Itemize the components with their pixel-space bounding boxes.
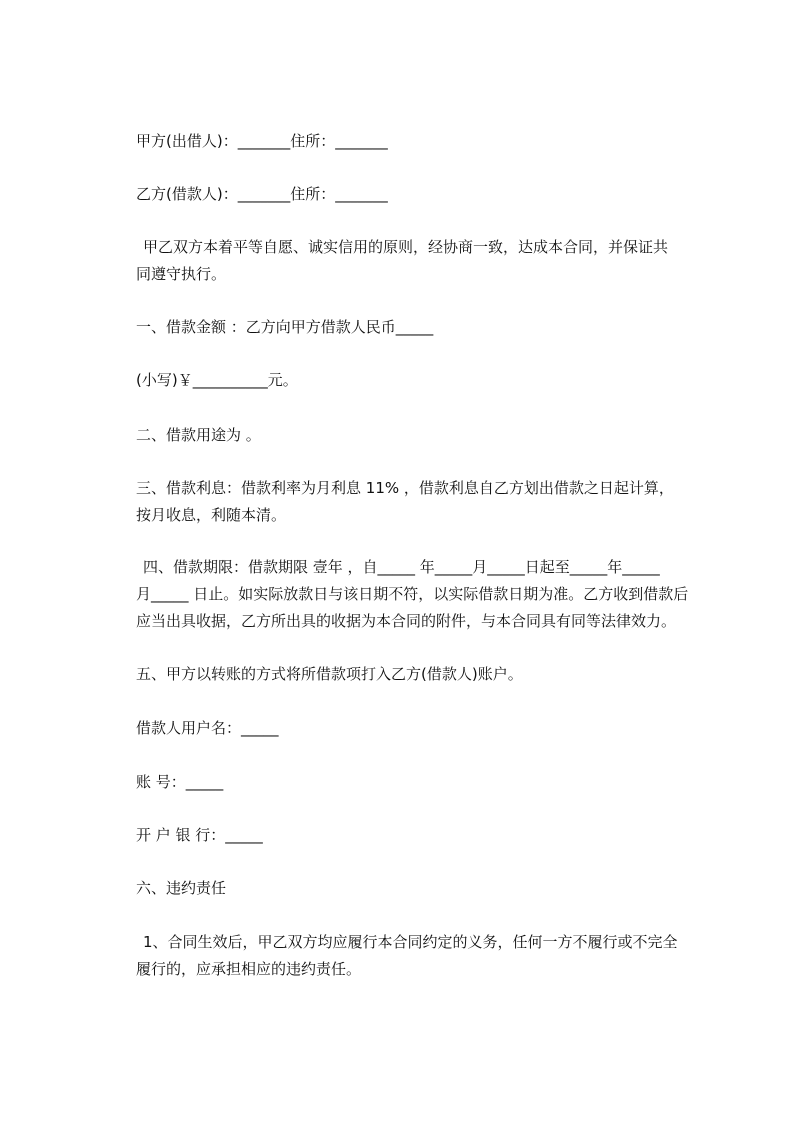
borrower-line: 乙方(借款人)：_______住所：_______: [136, 185, 388, 203]
liability-heading: 六、违约责任: [136, 879, 227, 897]
term-clause-line-3: 应当出具收据，乙方所出具的收据为本合同的附件，与本合同具有同等法律效力。: [136, 612, 677, 630]
loan-amount-figures: (小写)￥__________元。: [136, 371, 298, 389]
lender-line: 甲方(出借人)：_______住所：_______: [136, 132, 388, 150]
loan-amount-clause: 一、借款金额 ：乙方向甲方借款人民币_____: [136, 318, 434, 336]
liability-clause-line-2: 履行的，应承担相应的违约责任。: [136, 960, 362, 978]
loan-purpose-clause: 二、借款用途为 。: [136, 426, 261, 444]
term-clause-line-2: 月_____ 日止。如实际放款日与该日期不符，以实际借款日期为准。乙方收到借款后: [136, 585, 689, 603]
account-name-field: 借款人用户名：_____: [136, 719, 279, 737]
liability-clause-line-1: 1、合同生效后，甲乙双方均应履行本合同约定的义务，任何一方不履行或不完全: [143, 933, 678, 951]
term-clause-line-1: 四、借款期限：借款期限 壹年 ，自_____ 年_____月_____日起至_____年_____: [143, 558, 660, 576]
account-number-field: 账 号：_____: [136, 773, 224, 791]
interest-clause-line-1: 三、借款利息：借款利率为月利息 11% ，借款利息自乙方划出借款之日起计算，: [136, 479, 674, 497]
bank-field: 开 户 银 行：_____: [136, 826, 263, 844]
interest-clause-line-2: 按月收息，利随本清。: [136, 506, 287, 524]
transfer-clause: 五、甲方以转账的方式将所借款项打入乙方(借款人)账户。: [136, 665, 523, 683]
preamble-line-1: 甲乙双方本着平等自愿、诚实信用的原则，经协商一致，达成本合同，并保证共: [143, 238, 669, 256]
preamble-line-2: 同遵守执行。: [136, 265, 227, 283]
